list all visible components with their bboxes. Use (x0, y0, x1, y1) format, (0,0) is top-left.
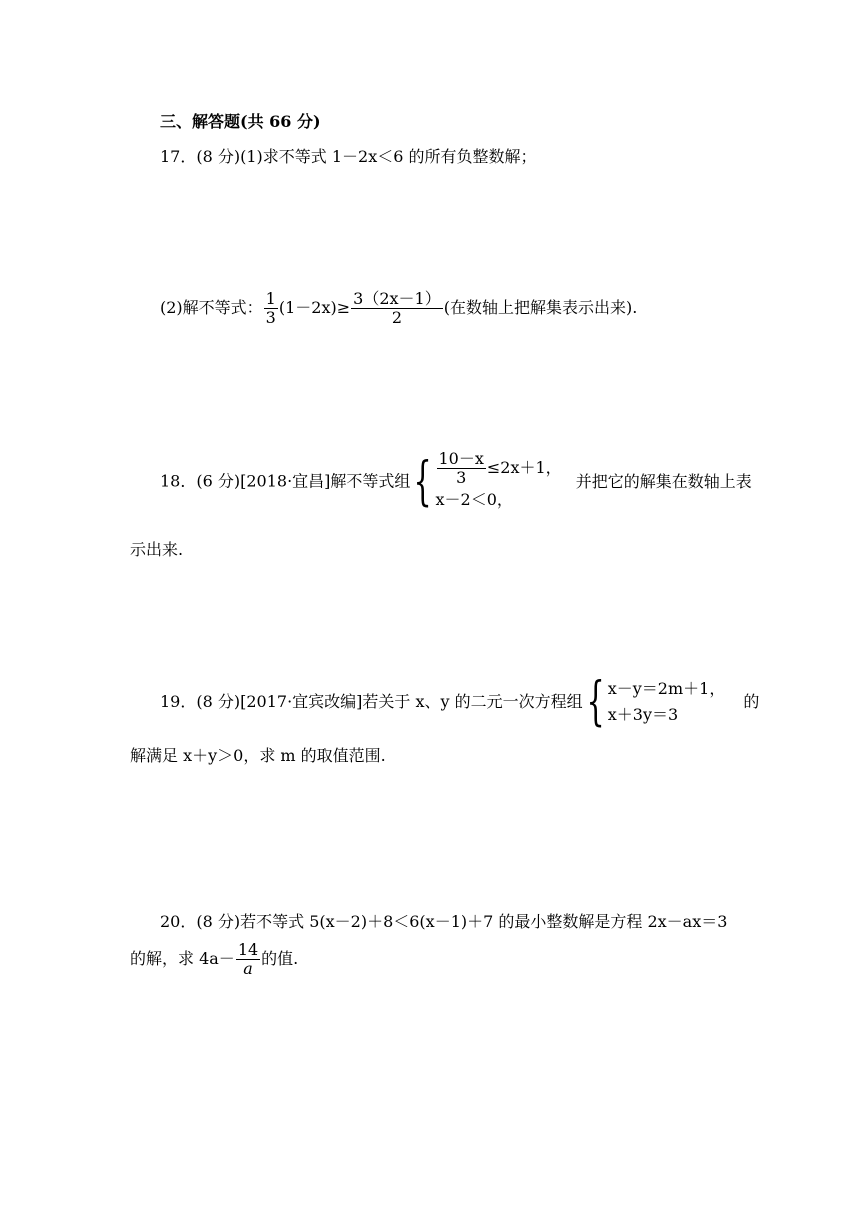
q20-line2-suffix: 的值. (261, 949, 299, 968)
q18-suffix: 并把它的解集在数轴上表 (575, 471, 752, 491)
q18-ineq-2: x－2＜0， (435, 490, 513, 509)
section-title: 三、解答题(共 66 分) (160, 112, 321, 131)
q17-part1: 17．(8 分)(1)求不等式 1－2x＜6 的所有负整数解； (160, 147, 537, 166)
fraction-numerator: 14 (237, 940, 259, 959)
fraction-denominator: 3 (265, 308, 276, 327)
q18-prefix: 18．(6 分)[2018·宜昌]解不等式组 (160, 471, 411, 491)
q19-prefix: 19．(8 分)[2017·宜宾改编]若关于 x、y 的二元一次方程组 (160, 692, 583, 711)
fraction-numerator: 1 (265, 289, 276, 308)
q17-part2-mid: (1－2x)≥ (278, 298, 351, 317)
fraction-denominator: 2 (391, 308, 403, 327)
q17-part2 (160, 290, 637, 327)
fraction-denominator: 3 (456, 468, 467, 487)
q17-fraction-rhs (351, 290, 443, 327)
q20-line2 (130, 940, 298, 978)
fraction-numerator: 10－x (438, 449, 484, 468)
q19-eq-2: x＋3y＝3 (607, 705, 679, 724)
q20-line1: 20．(8 分)若不等式 5(x－2)＋8＜6(x－1)＋7 的最小整数解是方程 2x－ax＝3 (160, 912, 728, 931)
q18-line1 (160, 450, 752, 513)
left-brace-icon: { (586, 672, 605, 732)
q20-line2-prefix: 的解，求 4a－ (130, 949, 235, 968)
q19-line2: 解满足 x＋y＞0，求 m 的取值范围. (130, 746, 386, 765)
q19-equation-system (608, 676, 726, 728)
q18-fraction (437, 450, 486, 487)
q19-suffix: 的 (743, 692, 760, 711)
q17-fraction-one-third (264, 290, 278, 327)
fraction-numerator: 3（2x－1） (353, 289, 441, 308)
q19-line1 (160, 672, 760, 732)
q18-ineq-1 (436, 450, 562, 487)
q17-part2-prefix: (2)解不等式： (160, 298, 263, 317)
q19-eq-1: x－y＝2m＋1， (607, 679, 726, 698)
q17-part2-suffix: (在数轴上把解集表示出来). (443, 298, 638, 317)
q20-fraction (236, 941, 260, 978)
left-brace-icon: { (413, 451, 433, 512)
fraction-denominator: a (243, 959, 253, 978)
q18-inequality-system (436, 450, 562, 513)
q18-line2: 示出来. (130, 540, 184, 559)
q18-ineq-1-rest: ≤2x＋1， (486, 458, 562, 477)
